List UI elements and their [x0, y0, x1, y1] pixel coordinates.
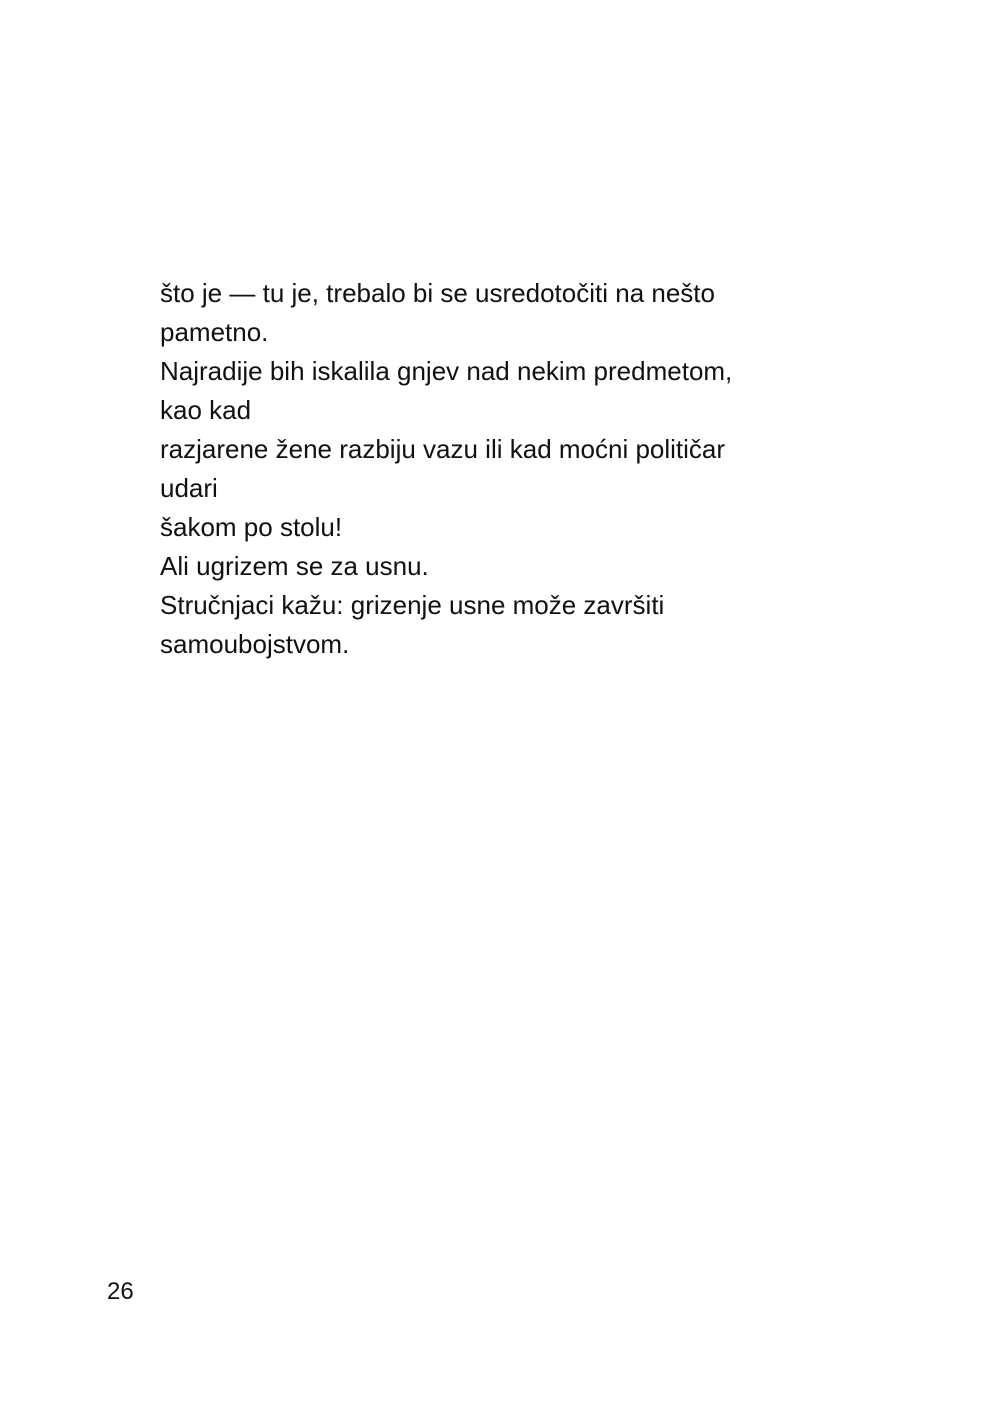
- poem-line: što je — tu je, trebalo bi se usredotočiti na nešto: [160, 278, 715, 308]
- poem-line: Najradije bih iskalila gnjev nad nekim predmetom,: [160, 356, 733, 386]
- poem-line: Ali ugrizem se za usnu.: [160, 551, 429, 581]
- poem-line: pametno.: [160, 317, 269, 347]
- poem-line: kao kad: [160, 395, 252, 425]
- poem-line: udari: [160, 473, 218, 503]
- poem-line: šakom po stolu!: [160, 512, 343, 542]
- poem-line: razjarene žene razbiju vazu ili kad moćni političar: [160, 434, 726, 464]
- page-number: 26: [107, 1278, 134, 1305]
- poem-text-block: [160, 274, 880, 664]
- poem-line: samoubojstvom.: [160, 629, 350, 659]
- poem-line: Stručnjaci kažu: grizenje usne može završiti: [160, 590, 665, 620]
